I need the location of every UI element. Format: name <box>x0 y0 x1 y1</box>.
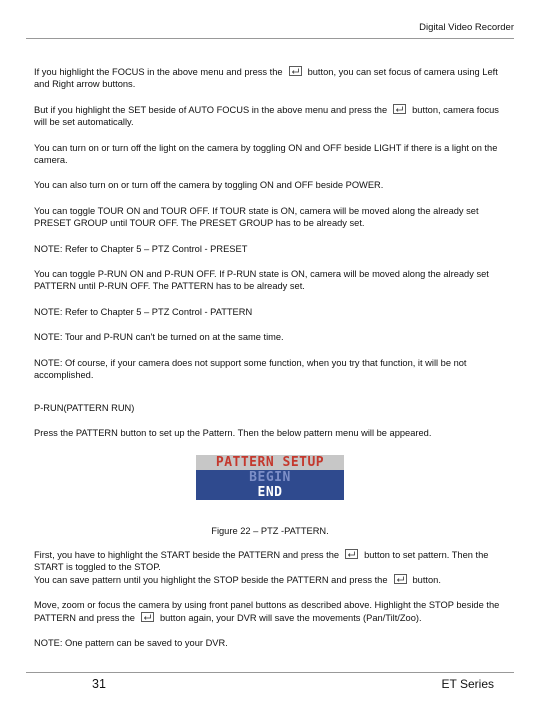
menu-title-pattern-setup: PATTERN SETUP <box>196 455 344 470</box>
figure-caption: Figure 22 – PTZ -PATTERN. <box>211 526 329 536</box>
menu-item-end: END <box>196 485 344 500</box>
note-support: NOTE: Of course, if your camera does not support some function, when you try that function, it will be not accomplished. <box>34 357 467 381</box>
body-text-upper <box>34 66 510 452</box>
enter-key-icon <box>394 574 407 584</box>
series-name: ET Series <box>441 677 494 691</box>
paragraph-tour: You can toggle TOUR ON and TOUR OFF. If TOUR state is ON, camera will be moved along the already set PRESET GROUP until TOUR OFF. The PRESET GROUP has to be already set. <box>34 205 479 229</box>
paragraph-pattern-button: Press the PATTERN button to set up the Pattern. Then the below pattern menu will be appeared. <box>34 427 432 438</box>
paragraph-start-pattern: First, you have to highlight the START beside the PATTERN and press the button to set pattern. Then the START is toggled to the STOP. You can save pattern until you highlight the STOP beside the PATTERN and press the button. <box>34 550 489 585</box>
paragraph-save-movements: Move, zoom or focus the camera by using front panel buttons as described above. Highlight the STOP beside the PATTERN and press the button again, your DVR will save the movements (Pan/Tilt/Zoo). <box>34 600 500 623</box>
paragraph-auto-focus: But if you highlight the SET beside of AUTO FOCUS in the above menu and press the button, camera focus will be set automatically. <box>34 104 499 128</box>
footer-divider <box>26 672 514 673</box>
paragraph-power: You can also turn on or turn off the camera by toggling ON and OFF beside POWER. <box>34 180 384 191</box>
enter-key-icon <box>289 66 302 76</box>
paragraph-focus: If you highlight the FOCUS in the above menu and press the button, you can set focus of camera using Left and Right arrow buttons. <box>34 67 498 90</box>
paragraph-light: You can turn on or turn off the light on the camera by toggling ON and OFF beside LIGHT if there is a light on the camera. <box>34 142 498 166</box>
note-pattern: NOTE: Refer to Chapter 5 – PTZ Control - PATTERN <box>34 306 253 317</box>
body-text-lower <box>34 549 510 662</box>
note-tour-prun: NOTE: Tour and P-RUN can't be turned on at the same time. <box>34 332 284 343</box>
header-title: Digital Video Recorder <box>419 22 514 33</box>
enter-key-icon <box>141 612 154 622</box>
enter-key-icon <box>393 104 406 114</box>
section-heading-prun: P-RUN(PATTERN RUN) <box>34 402 135 413</box>
note-one-pattern: NOTE: One pattern can be saved to your DVR. <box>34 638 228 649</box>
pattern-setup-menu <box>196 455 344 500</box>
enter-key-icon <box>345 549 358 559</box>
note-preset: NOTE: Refer to Chapter 5 – PTZ Control - PRESET <box>34 243 248 254</box>
header-divider <box>26 38 514 39</box>
menu-item-begin: BEGIN <box>196 470 344 485</box>
paragraph-prun: You can toggle P-RUN ON and P-RUN OFF. If P-RUN state is ON, camera will be moved along the already set PATTERN until P-RUN OFF. The PATTERN has to be already set. <box>34 269 489 292</box>
page-number: 31 <box>92 677 106 691</box>
